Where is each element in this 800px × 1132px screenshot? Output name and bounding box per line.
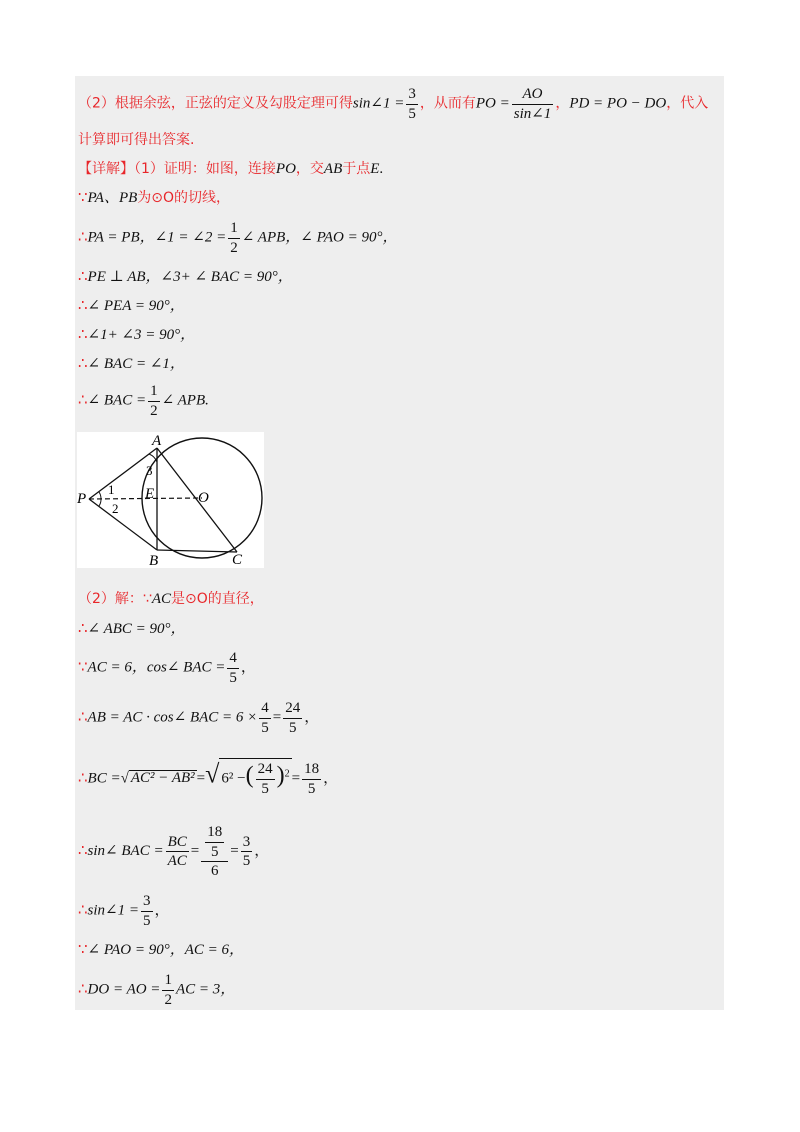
- proof-line: ∴PE ⊥ AB，∠3+ ∠ BAC = 90°，: [78, 269, 293, 285]
- label-a: A: [152, 433, 162, 449]
- part2-heading: （2）解：∵AC是⊙O的直径，: [78, 591, 264, 607]
- detail-heading: 【详解】（1）证明：如图，连接PO，交AB于点E.: [78, 161, 384, 177]
- label-angle-1: 1: [108, 482, 115, 497]
- label-e: E: [145, 486, 155, 502]
- proof-line: ∴∠ BAC = ∠1，: [78, 356, 185, 372]
- fraction: $\frac{18}{5}$: [304, 761, 320, 797]
- proof-line: ∴DO = AO = $\frac{1}{2}$ AC = 3，: [78, 972, 236, 1008]
- diameter-ac: [157, 448, 237, 552]
- label-angle-3: 3: [146, 463, 153, 478]
- sqrt-sign: √: [120, 770, 129, 787]
- fraction: $\frac{24}{5}$: [257, 761, 273, 797]
- sin-angle1-expr: sin∠1 =: [352, 95, 405, 112]
- hint-line-2: 计算即可得出答案.: [78, 132, 195, 148]
- because-symbol: ∵: [78, 190, 88, 206]
- radicand: 6² −( $\frac{24}{5}$ )$^2$: [219, 758, 291, 797]
- tangent-pb: [89, 499, 157, 550]
- angle-2-arc: [99, 499, 101, 506]
- label-angle-2: 2: [112, 501, 119, 516]
- proof-line: ∴∠ PEA = 90°，: [78, 298, 185, 314]
- proof-line: ∴PA = PB，∠1 = ∠2 = $\frac{1}{2}$ ∠ APB，∠ PAO = 90°，: [78, 220, 398, 256]
- proof-line: ∴AB = AC · cos∠ BAC = 6 × $\frac{4}{5}$ = $\frac{24}{5}$ ，: [78, 700, 320, 736]
- fraction: $\frac{4}{5}$: [229, 650, 237, 686]
- proof-line: ∴sin∠ BAC = $\frac{BC}{AC}$ = $\frac{\frac{18}{5}}{6}$ = $\frac{3}{5}$ ，: [78, 824, 270, 879]
- fraction: $\frac{BC}{AC}$: [167, 833, 187, 870]
- proof-line: ∴sin∠1 = $\frac{3}{5}$ ，: [78, 893, 170, 929]
- label-p: P: [77, 491, 87, 507]
- therefore-symbol: ∴: [78, 229, 88, 246]
- label-c: C: [232, 552, 243, 568]
- proof-line: ∴BC =√ AC² − AB² =√ 6² −( $\frac{24}{5}$ )$^2$ = $\frac{18}{5}$ ，: [78, 759, 339, 797]
- fraction: $\frac{3}{5}$: [143, 893, 151, 929]
- sqrt-sign: √: [205, 759, 220, 789]
- geometry-figure: [77, 432, 264, 568]
- detail-tag: 【详解】: [78, 161, 134, 177]
- fraction: $\frac{3}{5}$: [408, 86, 416, 122]
- fraction: $\frac{24}{5}$: [285, 700, 301, 736]
- proof-line: ∴∠ BAC = $\frac{1}{2}$ ∠ APB.: [78, 383, 209, 419]
- proof-line: ∴∠ ABC = 90°，: [78, 621, 186, 637]
- chord-bc: [157, 550, 237, 552]
- label-b: B: [149, 553, 159, 568]
- complex-fraction: $\frac{\frac{18}{5}}{6}$: [201, 824, 228, 880]
- hint-line-1: （2）根据余弦，正弦的定义及勾股定理可得sin∠1 = $\frac{3}{5}$ ，从而有PO = $\frac{AO}{\sin\angle 1}$ ，PD = PO − DO，代入: [78, 86, 709, 122]
- fraction: $\frac{AO}{\sin\angle 1}$: [513, 86, 552, 122]
- fraction: $\frac{1}{2}$: [230, 220, 238, 256]
- fraction: $\frac{4}{5}$: [261, 700, 269, 736]
- angle-1-arc: [99, 492, 101, 499]
- proof-line: ∵PA、PB为⊙O的切线，: [78, 190, 231, 206]
- label-o: O: [198, 490, 209, 506]
- proof-line: ∵∠ PAO = 90°，AC = 6，: [78, 942, 244, 958]
- proof-line: ∵AC = 6，cos∠ BAC = $\frac{4}{5}$ ，: [78, 650, 256, 686]
- proof-line: ∴∠1+ ∠3 = 90°，: [78, 327, 196, 343]
- fraction: $\frac{1}{2}$: [150, 383, 158, 419]
- fraction: $\frac{3}{5}$: [242, 833, 251, 870]
- circle-tangent-diagram: [77, 432, 264, 568]
- fraction: $\frac{1}{2}$: [164, 972, 172, 1008]
